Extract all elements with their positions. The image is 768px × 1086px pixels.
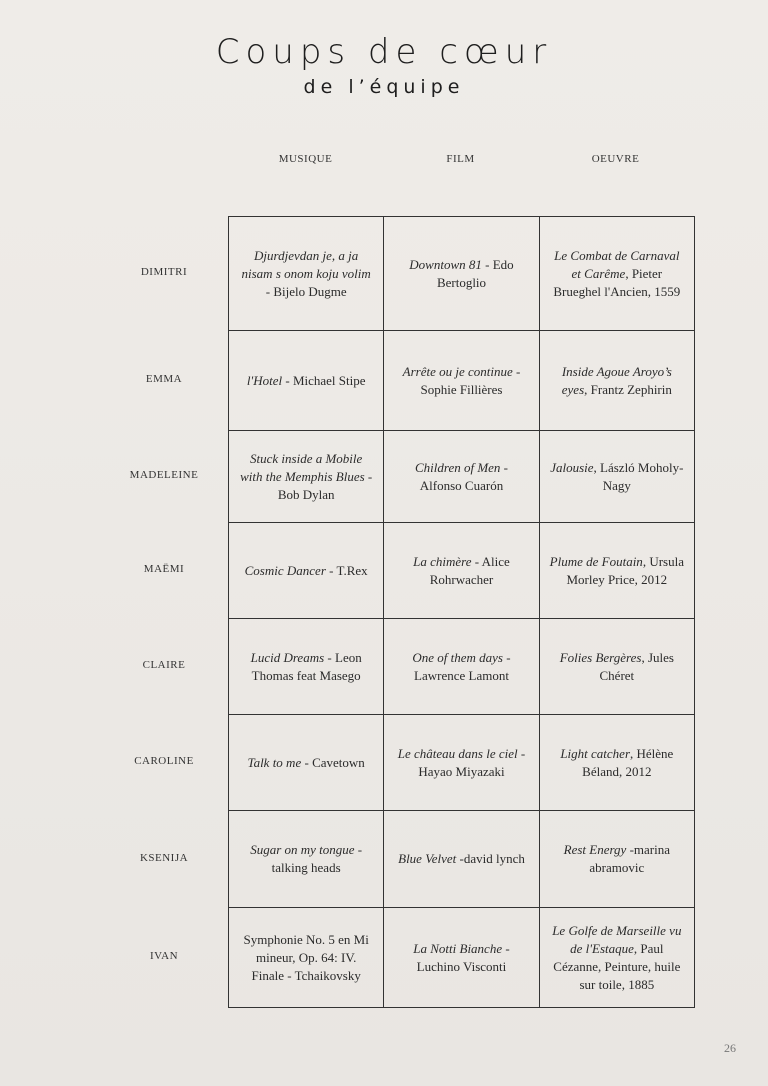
work-title: Le Combat de Carnaval et Carême: [554, 247, 680, 281]
work-title: Le Golfe de Marseille vu de l'Estaque: [552, 922, 682, 956]
cell-oeuvre: [539, 908, 694, 1008]
work-title: La chimère: [413, 553, 472, 569]
work-title: Rest Energy: [563, 842, 627, 857]
table-row: [229, 523, 695, 619]
work-author: Jules Chéret: [599, 649, 674, 683]
work-title: l'Hotel: [246, 372, 283, 388]
work-title: Jalousie: [550, 459, 594, 475]
work-author: talking heads: [271, 860, 341, 875]
work-title: One of them days: [412, 649, 503, 665]
work-title: Plume de Foutain: [549, 553, 643, 569]
work-title: La Notti Bianche: [413, 940, 503, 956]
work-title: Folies Bergères: [559, 649, 642, 665]
separator: ,: [593, 459, 601, 475]
cell-musique: [229, 523, 384, 619]
cell-oeuvre: [539, 619, 694, 715]
work-author: Alice Rohrwacher: [429, 553, 510, 587]
work-author: Leon Thomas feat Masego: [251, 649, 362, 683]
separator: -: [282, 372, 293, 388]
cell-musique: [229, 217, 384, 331]
work-author: marina abramovic: [589, 842, 671, 875]
work-title: Inside Agoue Aroyo’s eyes: [561, 363, 672, 397]
work-title: Downtown 81: [409, 256, 482, 272]
separator: ,: [642, 553, 650, 569]
work-title: Sugar on my tongue: [250, 842, 355, 857]
row-label: EMMA: [145, 373, 183, 385]
separator: -: [481, 256, 493, 272]
work-author: Ursula Morley Price, 2012: [566, 553, 684, 587]
cell-musique: [229, 619, 384, 715]
row-label: CLAIRE: [142, 659, 186, 671]
row-label: KSENIJA: [139, 851, 189, 864]
cell-film: [384, 908, 539, 1008]
separator: -: [325, 562, 337, 578]
cell-musique: [229, 811, 384, 908]
row-label: DIMITRI: [140, 266, 188, 278]
work-author: Bob Dylan: [277, 486, 335, 502]
table-row: [229, 331, 695, 431]
cell-film: [384, 715, 539, 811]
separator: -: [626, 842, 634, 857]
work-author: Hélène Béland, 2012: [582, 745, 674, 779]
work-author: Edo Bertoglio: [436, 256, 514, 290]
separator: ,: [633, 940, 641, 956]
cell-oeuvre: [539, 811, 694, 908]
separator: -: [354, 842, 363, 857]
page-title: Coups de cœur: [215, 32, 553, 72]
cell-musique: [229, 431, 384, 523]
separator: -: [512, 363, 521, 379]
column-header-film: FILM: [446, 153, 475, 165]
work-author: László Moholy-Nagy: [600, 459, 684, 493]
work-author: Hayao Miyazaki: [418, 763, 505, 779]
table-row: [229, 431, 695, 523]
work-title: Le château dans le ciel: [397, 745, 518, 761]
row-label: MAËMI: [143, 563, 185, 575]
work-author: Michael Stipe: [292, 372, 366, 388]
cell-oeuvre: [539, 523, 694, 619]
work-title: Blue Velvet: [398, 851, 457, 866]
work-author: Bijelo Dugme: [273, 283, 347, 299]
table-row: [229, 619, 695, 715]
cell-musique: [229, 908, 384, 1008]
work-title: Cosmic Dancer: [244, 562, 326, 578]
work-author: Sophie Fillières: [420, 381, 503, 397]
work-title: Stuck inside a Mobile with the Memphis Blues: [240, 450, 365, 484]
cell-film: [384, 217, 539, 331]
table-row: [229, 217, 695, 331]
separator: ,: [584, 381, 591, 397]
cell-film: [384, 431, 539, 523]
work-author: Alfonso Cuarón: [419, 477, 504, 493]
work-title: Lucid Dreams: [250, 649, 325, 665]
table-row: [229, 908, 695, 1008]
separator: -: [503, 649, 511, 665]
separator: ,: [625, 265, 632, 281]
row-label: MADELEINE: [129, 469, 199, 481]
separator: -: [502, 940, 510, 956]
table-row: [229, 811, 695, 908]
work-title: Children of Men: [414, 459, 501, 475]
work-author: T.Rex: [336, 562, 368, 578]
work-author: Cavetown: [312, 754, 365, 770]
page-subtitle: de l’équipe: [303, 76, 465, 98]
separator: -: [364, 468, 373, 484]
work-title: Djurdjevdan je, a ja nisam s onom koju volim: [241, 247, 371, 281]
page-number: 26: [724, 1041, 736, 1055]
separator: -: [517, 745, 526, 761]
cell-musique: [229, 715, 384, 811]
work-title: Arrête ou je continue: [402, 363, 513, 379]
separator: -: [301, 754, 313, 770]
cell-musique: [229, 331, 384, 431]
cell-film: [384, 331, 539, 431]
work-title: Talk to me: [247, 754, 302, 770]
work-title: Light catcher: [560, 745, 631, 761]
column-header-oeuvre: OEUVRE: [591, 153, 640, 165]
cell-oeuvre: [539, 331, 694, 431]
work-author: Frantz Zephirin: [590, 381, 672, 397]
work-author: Lawrence Lamont: [414, 667, 509, 683]
separator: -: [324, 649, 335, 665]
row-label: CAROLINE: [134, 755, 194, 767]
favorites-table: [228, 216, 695, 1008]
separator: -: [456, 851, 464, 866]
cell-oeuvre: [539, 217, 694, 331]
table-row: [229, 715, 695, 811]
row-label: IVAN: [149, 950, 179, 962]
cell-film: [384, 619, 539, 715]
separator: ,: [630, 745, 637, 761]
separator: ,: [641, 649, 648, 665]
work-author: Symphonie No. 5 en Mi mineur, Op. 64: IV. Finale - Tchaikovsky: [243, 931, 369, 983]
column-header-musique: MUSIQUE: [278, 153, 333, 165]
work-author: david lynch: [463, 851, 525, 866]
work-author: Pieter Brueghel l'Ancien, 1559: [553, 265, 681, 299]
work-author: Luchino Visconti: [416, 958, 507, 974]
separator: -: [500, 459, 509, 475]
cell-oeuvre: [539, 715, 694, 811]
work-author: Paul Cézanne, Peinture, huile sur toile, 1885: [553, 940, 681, 992]
cell-oeuvre: [539, 431, 694, 523]
cell-film: [384, 523, 539, 619]
separator: -: [471, 553, 482, 569]
cell-film: [384, 811, 539, 908]
separator: -: [265, 283, 274, 299]
